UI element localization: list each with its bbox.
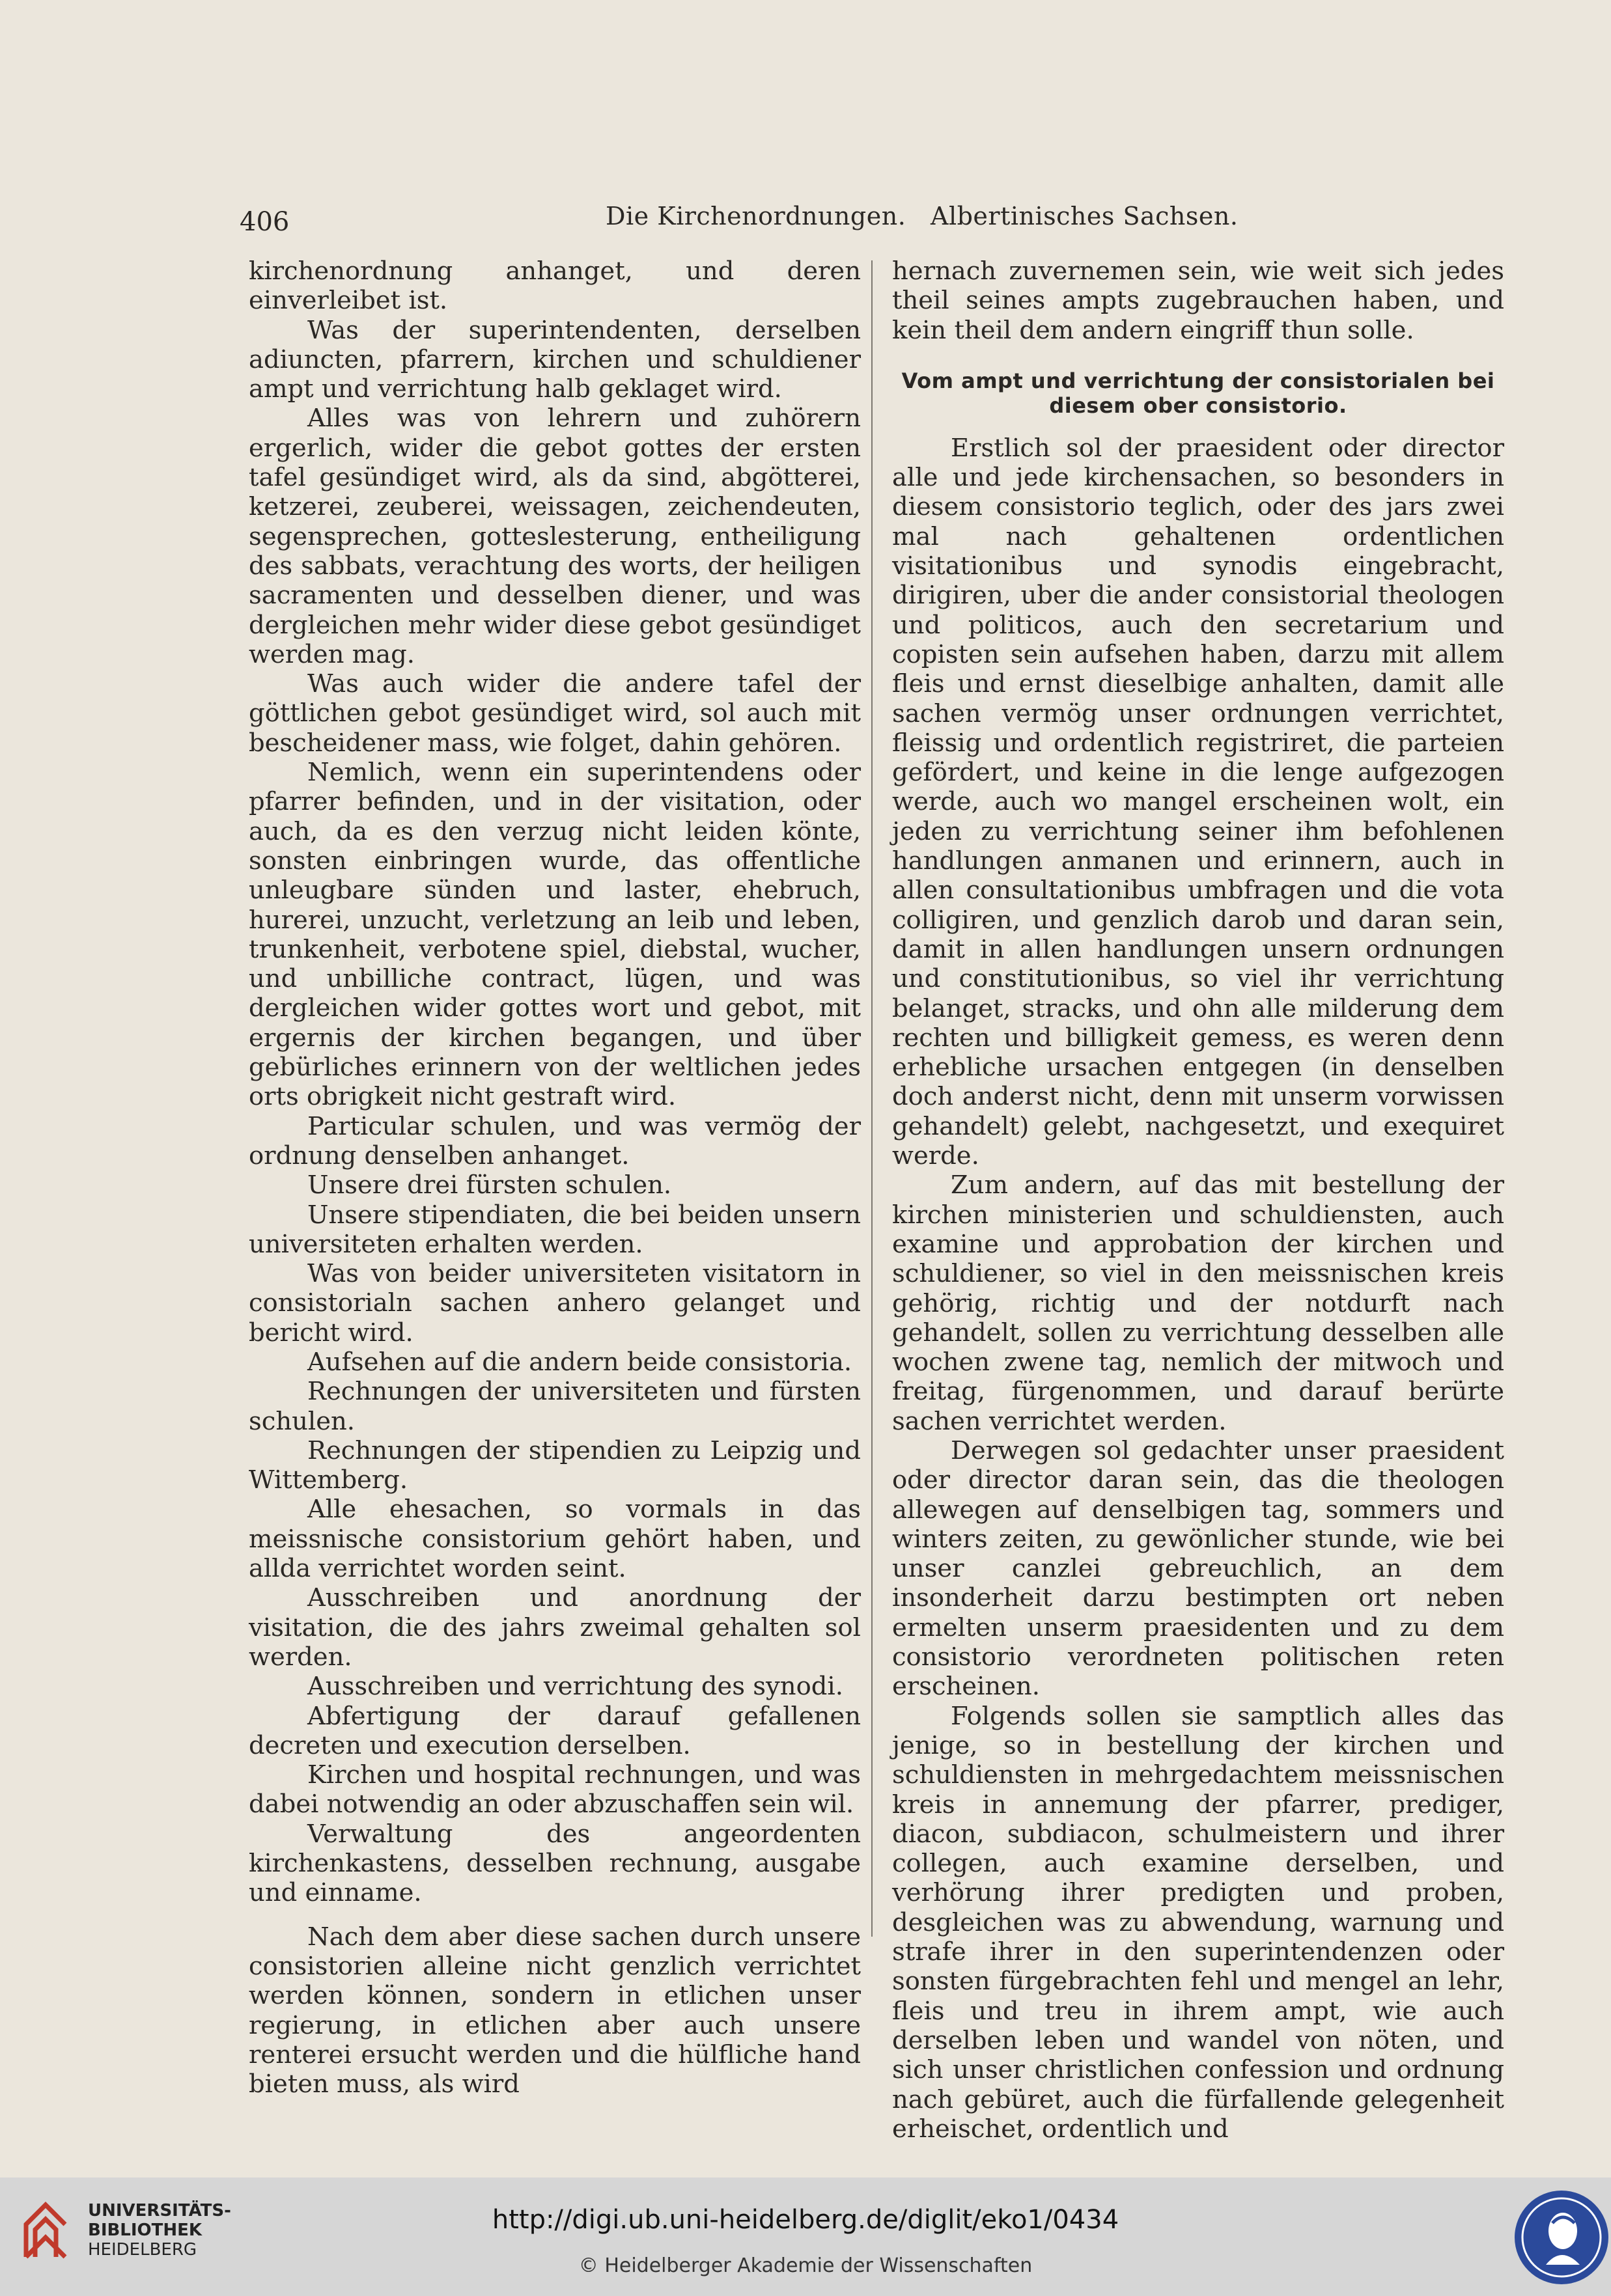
paragraph: Was der superintendenten, derselben adiuncten, pfarrern, kirchen und schuldiener ampt und verrichtung halb geklaget wird.: [249, 315, 861, 404]
copyright-notice: © Heidelberger Akademie der Wissenschaften: [578, 2254, 1033, 2277]
paragraph: Verwaltung des angeordenten kirchenkastens, desselben rechnung, ausgabe und einname.: [249, 1819, 861, 1908]
paragraph: Unsere stipendiaten, die bei beiden unsern universiteten erhalten werden.: [249, 1200, 861, 1259]
paragraph: hernach zuvernemen sein, wie weit sich jedes theil seines ampts zugebrauchen haben, und kein theil dem andern eingriff thun solle.: [892, 256, 1504, 345]
right-column: [892, 256, 1504, 2144]
paragraph: Particular schulen, und was vermög der ordnung denselben anhanget.: [249, 1111, 861, 1170]
paragraph: Was von beider universiteten visitatorn in consistorialn sachen anhero gelanget und bericht wird.: [249, 1259, 861, 1348]
paragraph: Abfertigung der darauf gefallenen decreten und execution derselben.: [249, 1701, 861, 1760]
academy-seal-icon: [1509, 2185, 1611, 2289]
paragraph: kirchenordnung anhanget, und deren einverleibet ist.: [249, 256, 861, 316]
column-divider: [871, 260, 873, 1937]
paragraph: Nach dem aber diese sachen durch unsere consistorien alleine nicht genzlich verrichtet werden können, sondern in etlichen unser regierung, in etlichen aber auch unsere renterei ersucht werden und die hülfliche hand bieten muss, als wird: [249, 1922, 861, 2099]
footer-bar: [0, 2178, 1611, 2296]
paragraph: Ausschreiben und verrichtung des synodi.: [307, 1672, 843, 1702]
paragraph: Derwegen sol gedachter unser praesident oder director daran sein, das die theologen allewegen auf denselbigen tag, sommers und winters zeiten, zu gewönlicher stunde, wie bei unser canzlei gebreuchlich, an dem insonderheit darzu bestimpten ort neben ermelten unserm praesidenten und zu dem consistorio verordneten politischen reten erscheinen.: [892, 1435, 1504, 1702]
paragraph: Nemlich, wenn ein superintendens oder pfarrer befinden, und in der visitation, oder auch, da es den verzug nicht leiden könte, sonsten einbringen wurde, das offentliche unleugbare sünden und laster, ehebruch, hurerei, unzucht, verletzung an leib und leben, trunkenheit, verbotene spiel, diebstal, wucher, und unbilliche contract, lügen, und was dergleichen wider gottes wort und gebot, mit ergernis der kirchen begangen, und über gebürliches erinnern von der weltlichen jedes orts obrigkeit nicht gestraft wird.: [249, 758, 861, 1112]
running-title: Die Kirchenordnungen. Albertinisches Sachsen.: [606, 202, 1239, 230]
paragraph: Rechnungen der universiteten und fürsten schulen.: [249, 1377, 861, 1436]
library-name-line: UNIVERSITÄTS-: [88, 2201, 231, 2220]
library-name-line: HEIDELBERG: [88, 2240, 197, 2260]
permalink-url[interactable]: http://digi.ub.uni-heidelberg.de/diglit/eko1/0434: [492, 2205, 1119, 2235]
paragraph: Aufsehen auf die andern beide consistoria.: [307, 1347, 852, 1377]
paragraph: Kirchen und hospital rechnungen, und was dabei notwendig an oder abzuschaffen sein wil.: [249, 1760, 861, 1819]
section-heading: Vom ampt und verrichtung der consistorialen bei diesem ober consistorio.: [901, 368, 1495, 418]
page-header: [0, 195, 1611, 241]
paragraph: Ausschreiben und anordnung der visitation, die des jahrs zweimal gehalten sol werden.: [249, 1583, 861, 1672]
paragraph: Was auch wider die andere tafel der göttlichen gebot gesündiget wird, sol auch mit bescheidener mass, wie folget, dahin gehören.: [249, 669, 861, 758]
page-number: 406: [240, 207, 290, 237]
paragraph: Unsere drei fürsten schulen.: [307, 1170, 672, 1200]
paragraph: Rechnungen der stipendien zu Leipzig und Wittemberg.: [249, 1435, 861, 1495]
paragraph: Erstlich sol der praesident oder director alle und jede kirchensachen, so besonders in diesem consistorio teglich, oder des jars zwei mal nach gehaltenen ordentlichen visitationibus und synodis eingebracht, dirigiren, uber die ander consistorial theologen und politicos, auch den secretarium und copisten sein aufsehen haben, darzu mit allem fleis und ernst dieselbige anhalten, damit alle sachen vermög unser ordnungen verrichtet, fleissig und ordentlich registriret, die parteien gefördert, und keine in die lenge aufgezogen werde, auch wo mangel erscheinen wolt, ein jeden zu verrichtung seiner ihm befohlenen handlungen anmanen und erinnern, auch in allen consultationibus umbfragen und die vota colligiren, und genzlich darob und daran sein, damit in allen handlungen unsern ordnungen und constitutionibus, so viel ihr verrichtung belanget, stracks, und ohn alle milderung dem rechten und billigkeit gemess, es weren denn erhebliche ursachen entgegen (in denselben doch anderst nicht, denn mit unserm vorwissen gehandelt) gelebt, nachgesetzt, und exequiret werde.: [892, 433, 1504, 1171]
paragraph: Alles was von lehrern und zuhörern ergerlich, wider die gebot gottes der ersten tafel gesündiget wird, als da sind, abgötterei, ketzerei, zeuberei, weissagen, zeichendeuten, segensprechen, gotteslesterung, entheiligung des sabbats, verachtung des worts, der heiligen sacramenten und desselben diener, und was dergleichen mehr wider diese gebot gesündiget werden mag.: [249, 404, 861, 669]
left-column: [249, 256, 861, 2099]
paragraph: Zum andern, auf das mit bestellung der kirchen ministerien und schuldiensten, auch examine und approbation der kirchen und schuldiener, so viel in den meissnischen kreis gehörig, richtig und der notdurft nach gehandelt, sollen zu verrichtung desselben alle wochen zwene tag, nemlich der mitwoch und freitag, fürgenommen, und darauf berürte sachen verrichtet werden.: [892, 1170, 1504, 1436]
library-name-line: BIBLIOTHEK: [88, 2220, 203, 2240]
paragraph: Alle ehesachen, so vormals in das meissnische consistorium gehört haben, und allda verrichtet worden seint.: [249, 1495, 861, 1584]
paragraph: Folgends sollen sie samptlich alles das jenige, so in bestellung der kirchen und schuldiensten in mehrgedachtem meissnischen kreis in annemung der pfarrer, prediger, diacon, subdiacon, schulmeistern und ihrer collegen, auch examine derselben, und verhörung ihrer predigten und proben, desgleichen was zu abwendung, warnung und strafe ihrer in den superintendenzen oder sonsten fürgebrachten fehl und mengel an lehr, fleis und treu in ihrem ampt, wie auch derselben leben und wandel von nöten, und sich unser christlichen confession und ordnung nach gebüret, auch die fürfallende gelegenheit erheischet, ordentlich und: [892, 1701, 1504, 2144]
